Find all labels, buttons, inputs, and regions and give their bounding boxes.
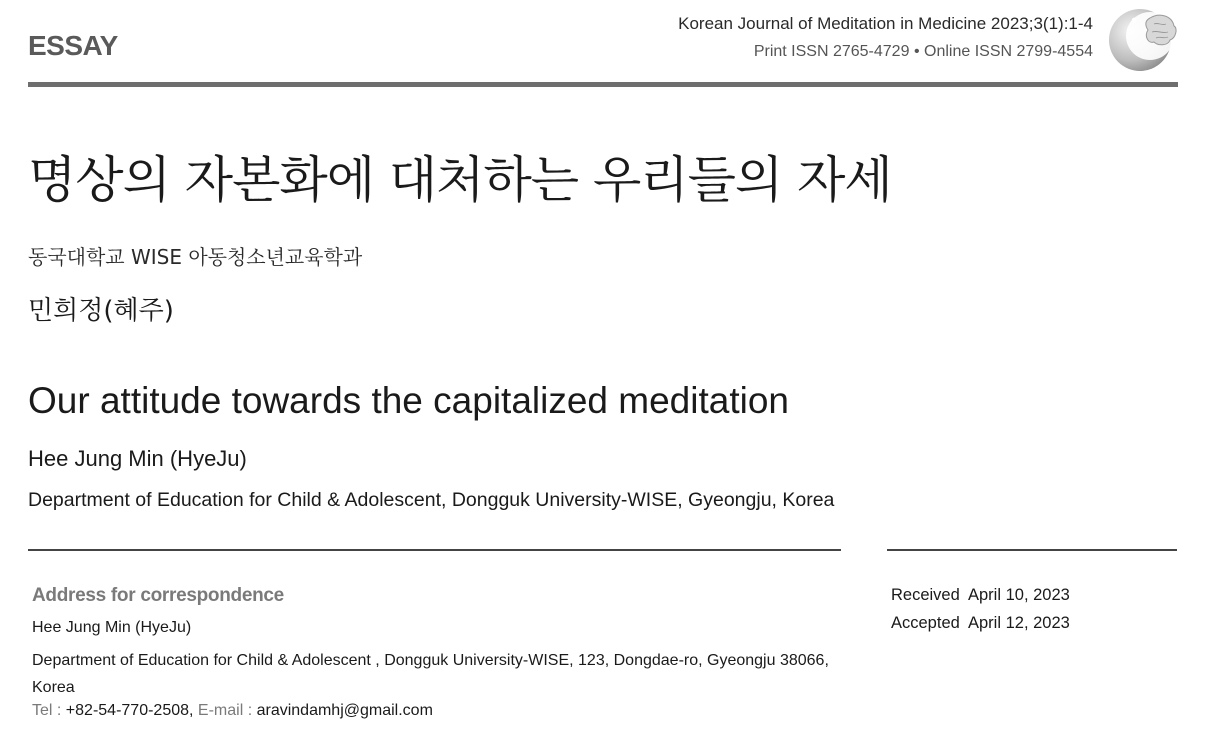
received-row xyxy=(891,584,1070,612)
logo-sparkle xyxy=(1132,18,1136,22)
online-issn: Online ISSN 2799-4554 xyxy=(924,43,1093,60)
accepted-label: Accepted xyxy=(891,614,960,632)
email-label: E-mail : xyxy=(197,702,253,719)
section-label: ESSAY xyxy=(28,30,118,61)
korean-author: 민희정(혜주) xyxy=(28,296,174,326)
dates-divider xyxy=(887,549,1177,551)
issn-bullet: • xyxy=(913,43,920,60)
article-dates xyxy=(891,584,1070,640)
print-issn: Print ISSN 2765-4729 xyxy=(753,43,910,60)
issn-line xyxy=(754,43,1093,61)
correspondence-name: Hee Jung Min (HyeJu) xyxy=(32,619,192,636)
accepted-row xyxy=(891,612,1070,640)
header-divider xyxy=(28,82,1178,87)
received-label: Received xyxy=(891,586,960,604)
tel-value: +82-54-770-2508, xyxy=(65,702,194,719)
korean-affiliation: 동국대학교 WISE 아동청소년교육학과 xyxy=(28,245,363,269)
correspondence-divider xyxy=(28,549,841,551)
received-date: April 10, 2023 xyxy=(968,586,1070,604)
english-affiliation: Department of Education for Child & Adolescent, Dongguk University-WISE, Gyeongju, Korea xyxy=(28,489,835,511)
correspondence-heading: Address for correspondence xyxy=(32,585,284,606)
tel-label: Tel : xyxy=(32,702,62,719)
correspondence-contact xyxy=(32,702,433,720)
english-title: Our attitude towards the capitalized meditation xyxy=(28,380,789,421)
journal-logo-icon xyxy=(1106,6,1178,72)
email-link[interactable]: aravindamhj@gmail.com xyxy=(256,702,433,719)
correspondence-address: Department of Education for Child & Adolescent , Dongguk University-WISE, 123, Dongdae-ro, Gyeongju 38066, Korea xyxy=(32,652,829,696)
journal-citation: Korean Journal of Meditation in Medicine 2023;3(1):1-4 xyxy=(678,14,1093,33)
journal-logo-svg xyxy=(1106,6,1178,72)
korean-title: 명상의 자본화에 대처하는 우리들의 자세 xyxy=(28,151,892,209)
accepted-date: April 12, 2023 xyxy=(968,614,1070,632)
english-author: Hee Jung Min (HyeJu) xyxy=(28,446,247,471)
